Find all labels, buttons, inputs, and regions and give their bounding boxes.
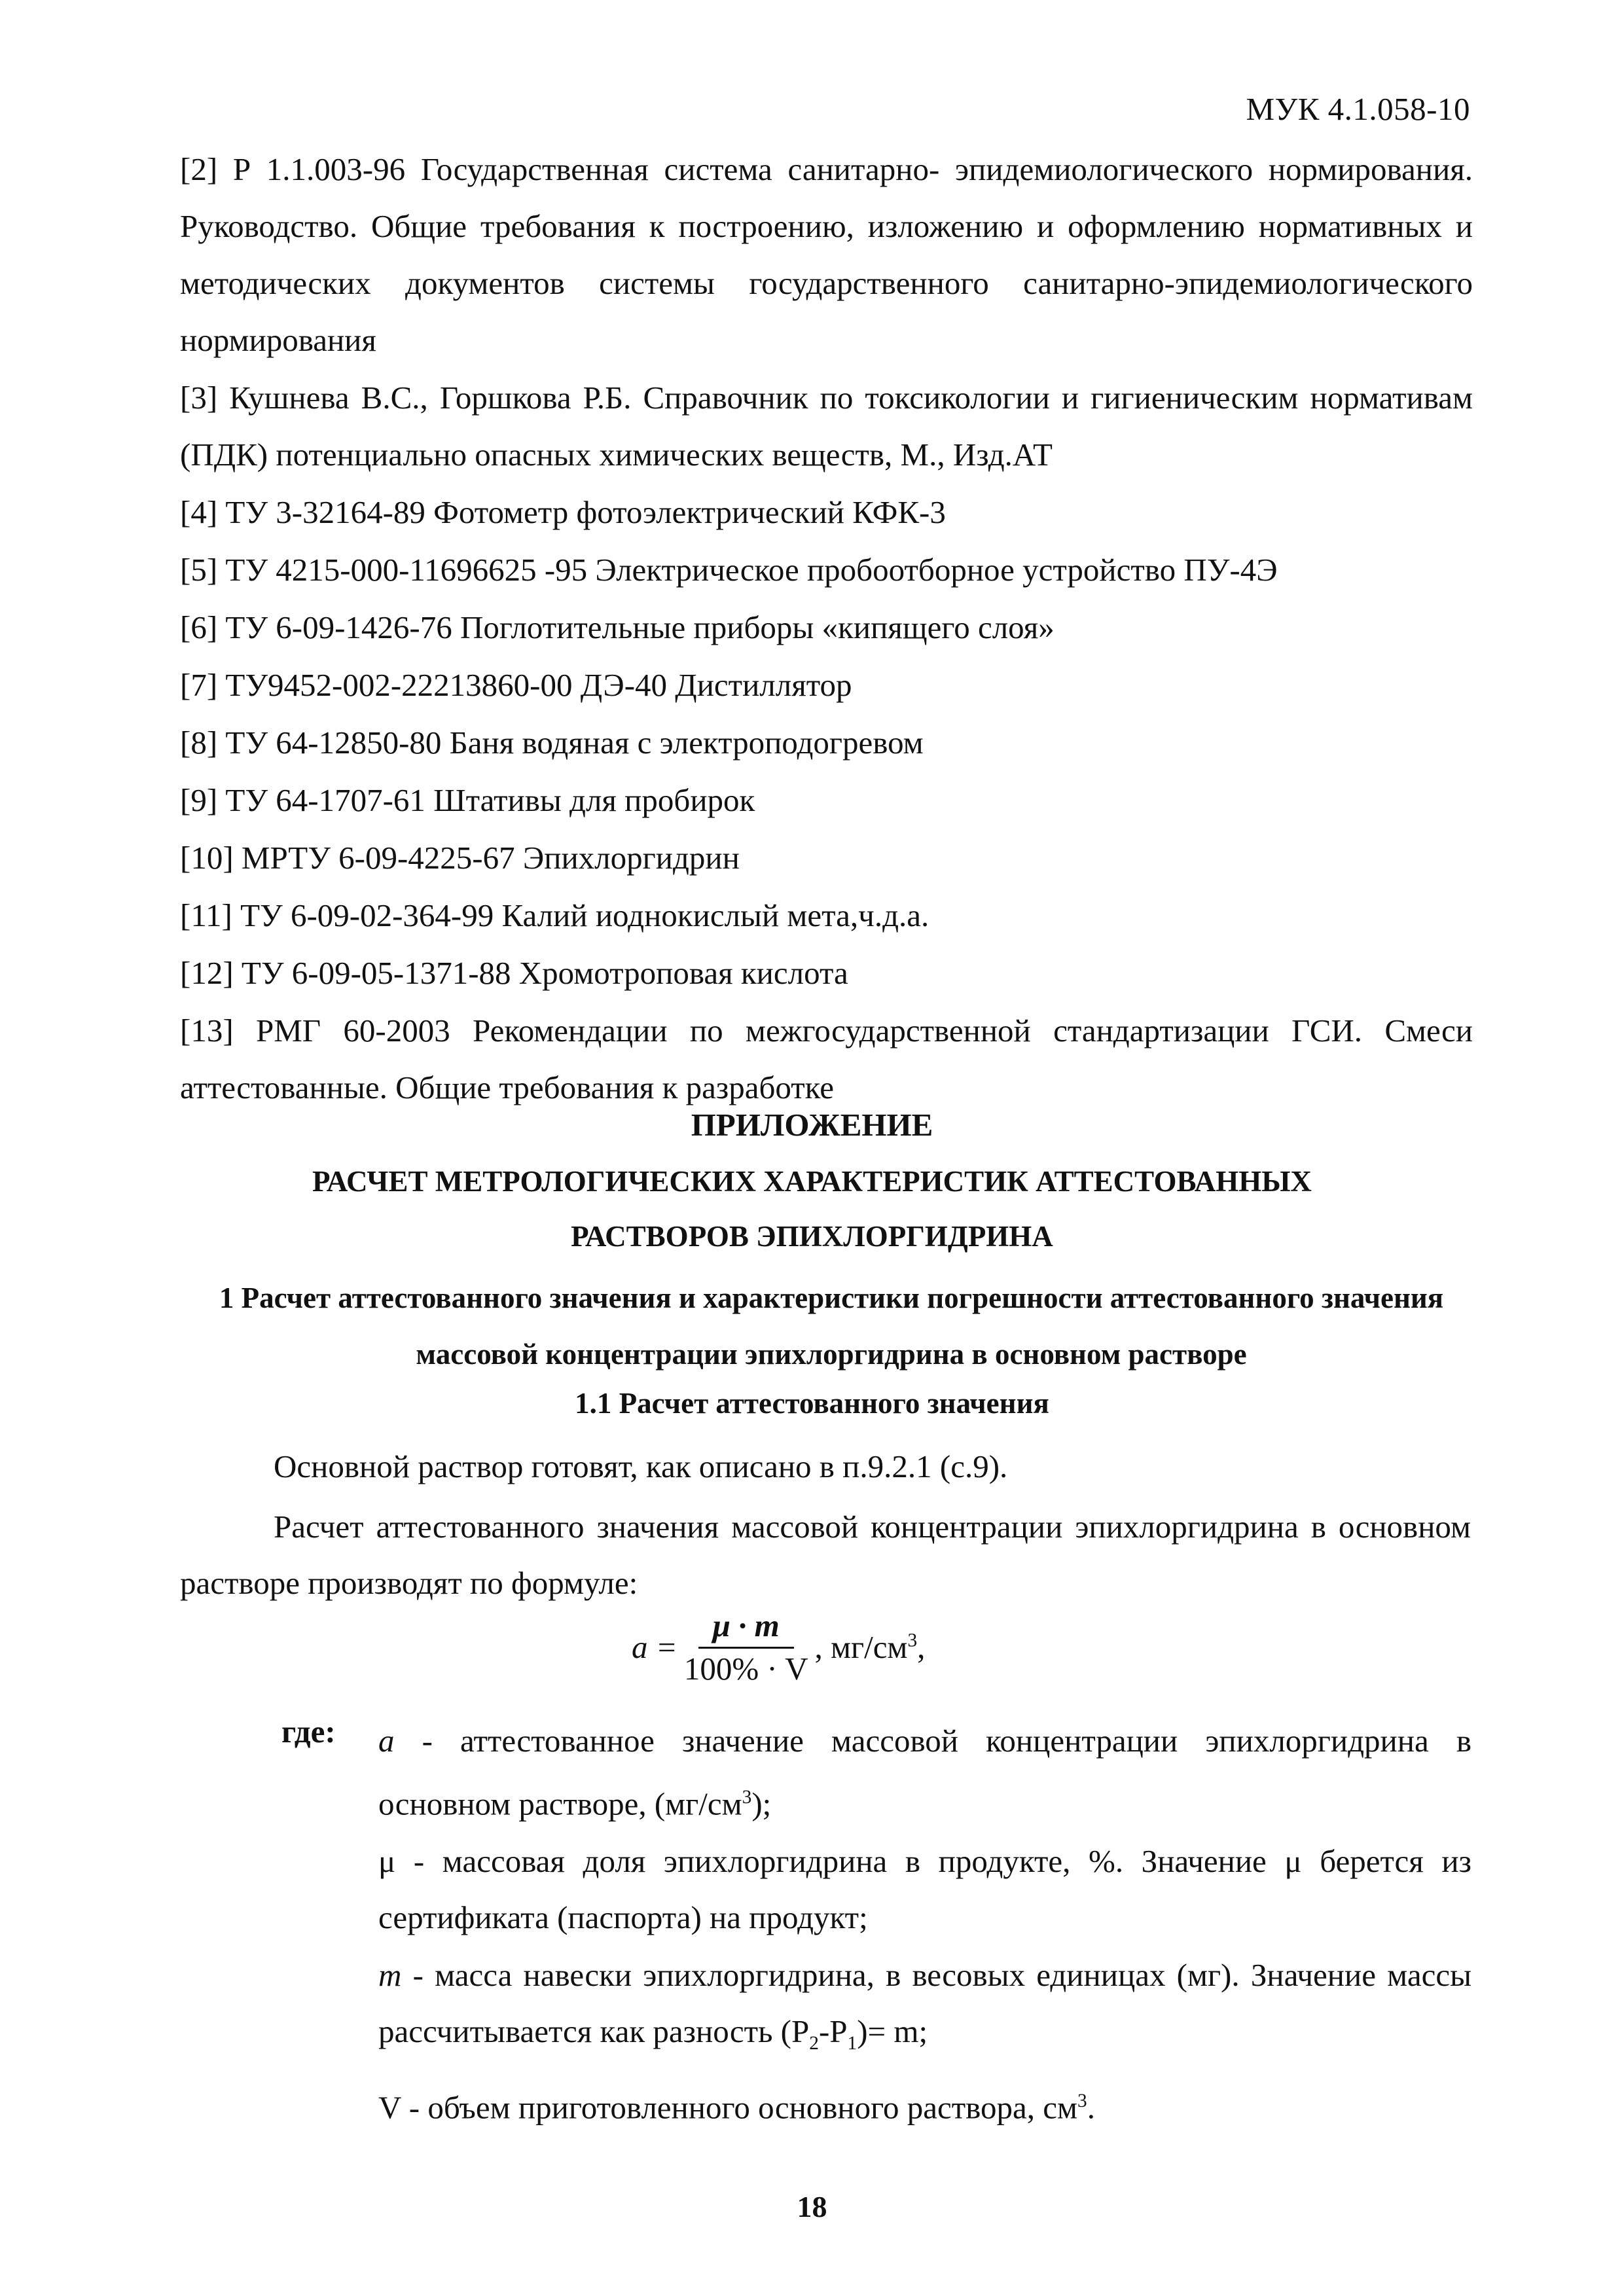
reference-item: [8] ТУ 64-12850-80 Баня водяная с электроподогревом <box>180 725 924 761</box>
reference-item: [12] ТУ 6-09-05-1371-88 Хромотроповая кислота <box>180 955 848 991</box>
formula-units: , $мг/см^3$, <box>814 1629 926 1665</box>
reference-item: [11] ТУ 6-09-02-364-99 Калий иоднокислый мета,ч.д.а. <box>180 897 929 933</box>
reference-item: [4] ТУ 3-32164-89 Фотометр фотоэлектрический КФК-3 <box>180 494 946 530</box>
appendix-subtitle-line1: РАСЧЕТ МЕТРОЛОГИЧЕСКИХ ХАРАКТЕРИСТИК АТТЕСТОВАННЫХ <box>312 1165 1312 1198</box>
reference-item: [7] ТУ9452-002-22213860-00 ДЭ-40 Дистиллятор <box>180 667 852 703</box>
definition-item: a - аттестованное значение массовой концентрации эпихлоргидрина в основном растворе, $(мг/см^3)$; <box>378 1723 1471 1822</box>
section-heading: 1 Расчет аттестованного значения и характеристики погрешности аттестованного значения массовой концентрации эпихлоргидрина в основном растворе <box>219 1282 1444 1371</box>
reference-item: [2] Р 1.1.003-96 Государственная система санитарно- эпидемиологического нормирования. Руководство. Общие требования к построению, изложению и оформлению нормативных и методических документов системы государственного санитарно-эпидемиологического нормирования <box>180 151 1473 358</box>
reference-item: [10] МРТУ 6-09-4225-67 Эпихлоргидрин <box>180 840 740 876</box>
formula-denominator: 100% · V <box>683 1651 808 1687</box>
document-code: МУК 4.1.058-10 <box>1246 91 1470 127</box>
reference-list <box>180 141 1473 1117</box>
page-number: 18 <box>797 2190 827 2223</box>
paragraph: Основной раствор готовят, как описано в п.9.2.1 (с.9). <box>274 1448 1008 1484</box>
reference-item: [6] ТУ 6-09-1426-76 Поглотительные приборы «кипящего слоя» <box>180 609 1055 645</box>
subsection-heading: 1.1 Расчет аттестованного значения <box>575 1387 1049 1420</box>
where-label: где: <box>281 1713 336 1749</box>
appendix-title: ПРИЛОЖЕНИЕ <box>691 1107 933 1143</box>
reference-item: [3] Кушнева В.С., Горшкова Р.Б. Справочник по токсикологии и гигиеническим нормативам (ПДК) потенциально опасных химических веществ, М., Изд.АТ <box>180 380 1473 473</box>
formula-fraction <box>684 1607 808 1687</box>
formula-lhs: a = <box>632 1629 677 1665</box>
formula-numerator: μ · m <box>698 1607 794 1649</box>
reference-item: [9] ТУ 64-1707-61 Штативы для пробирок <box>180 782 755 818</box>
reference-item: [13] РМГ 60-2003 Рекомендации по межгосударственной стандартизации ГСИ. Смеси аттестованные. Общие требования к разработке <box>180 1013 1473 1105</box>
appendix-subtitle-line2: РАСТВОРОВ ЭПИХЛОРГИДРИНА <box>571 1220 1053 1253</box>
formula <box>632 1607 925 1687</box>
paragraph: Расчет аттестованного значения массовой концентрации эпихлоргидрина в основном растворе производят по формуле: <box>180 1509 1471 1601</box>
definitions-list <box>378 1713 1471 2137</box>
definition-item: μ - массовая доля эпихлоргидрина в продукте, %. Значение μ берется из сертификата (паспорта) на продукт; <box>378 1843 1471 1936</box>
definition-item: m - масса навески эпихлоргидрина, в весовых единицах (мг). Значение массы рассчитывается как разность $(P_2-P_1)= m$; <box>378 1957 1471 2054</box>
definition-item: V - объем приготовленного основного раствора, $см^3$. <box>378 2089 1095 2126</box>
appendix-titles <box>0 1096 1624 1264</box>
reference-item: [5] ТУ 4215-000-11696625 -95 Электрическое пробоотборное устройство ПУ-4Э <box>180 552 1278 588</box>
